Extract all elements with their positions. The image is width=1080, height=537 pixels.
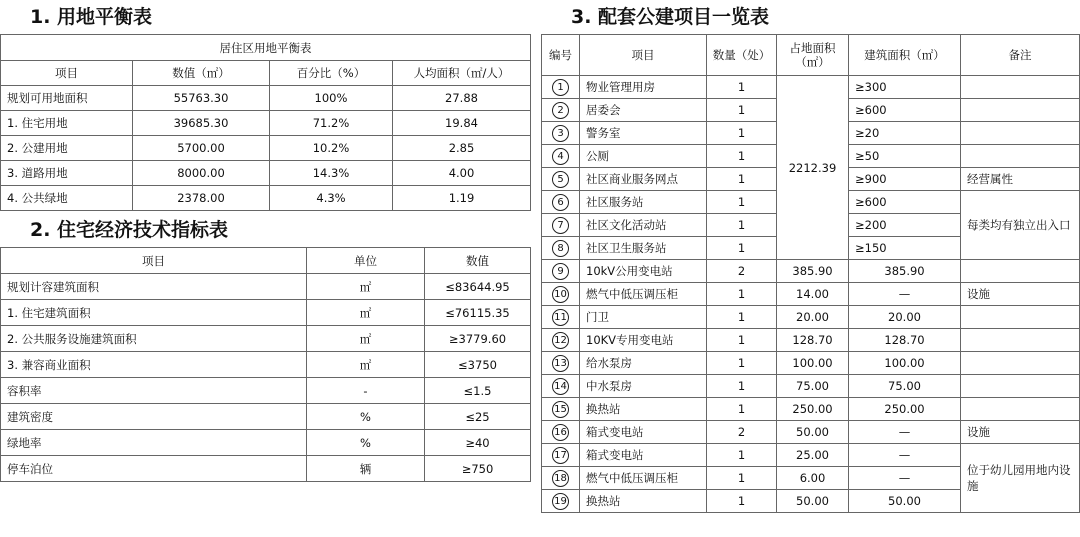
facility-quantity: 1 (707, 237, 777, 260)
table-cell: 3. 兼容商业面积 (1, 352, 307, 378)
table-row (1, 456, 531, 482)
remark-cell (961, 329, 1080, 352)
facility-name: 换热站 (580, 398, 707, 421)
table-cell: 3. 道路用地 (1, 161, 133, 186)
facility-quantity: 1 (707, 352, 777, 375)
facility-quantity: 1 (707, 398, 777, 421)
table-cell: 100% (270, 86, 393, 111)
facility-name: 箱式变电站 (580, 444, 707, 467)
table-cell: ㎡ (307, 326, 425, 352)
table-row (1, 404, 531, 430)
remark-cell (961, 145, 1080, 168)
facility-quantity: 1 (707, 283, 777, 306)
facility-land-area: 25.00 (777, 444, 849, 467)
facility-name: 燃气中低压调压柜 (580, 467, 707, 490)
table-cell: ≤3750 (425, 352, 531, 378)
column-header: 备注 (961, 35, 1080, 76)
table-cell: 14.3% (270, 161, 393, 186)
column-header: 项目 (580, 35, 707, 76)
facility-building-area: 128.70 (849, 329, 961, 352)
facility-quantity: 1 (707, 444, 777, 467)
facility-quantity: 1 (707, 490, 777, 513)
column-header: 占地面积（㎡） (777, 35, 849, 76)
facility-name: 公厕 (580, 145, 707, 168)
circled-number: 19 (552, 493, 569, 510)
table-cell: 2378.00 (133, 186, 270, 211)
row-number (542, 398, 580, 421)
remark-cell: 设施 (961, 283, 1080, 306)
remark-cell (961, 375, 1080, 398)
row-number (542, 444, 580, 467)
facility-name: 给水泵房 (580, 352, 707, 375)
table-cell: ≤25 (425, 404, 531, 430)
row-number (542, 421, 580, 444)
facility-building-area: 250.00 (849, 398, 961, 421)
facility-building-area: 100.00 (849, 352, 961, 375)
facility-name: 社区卫生服务站 (580, 237, 707, 260)
table-row (1, 378, 531, 404)
column-header: 百分比（%） (270, 61, 393, 86)
circled-number: 5 (552, 171, 569, 188)
facility-quantity: 1 (707, 168, 777, 191)
facility-quantity: 1 (707, 191, 777, 214)
economic-indicators-table (0, 247, 531, 482)
circled-number: 11 (552, 309, 569, 326)
economic-indicators-heading: 2. 住宅经济技术指标表 (30, 219, 229, 241)
table-cell: ㎡ (307, 300, 425, 326)
row-number (542, 306, 580, 329)
facility-name: 警务室 (580, 122, 707, 145)
row-number (542, 467, 580, 490)
row-number (542, 122, 580, 145)
table-row (1, 186, 531, 211)
table-cell: 辆 (307, 456, 425, 482)
table-cell: 55763.30 (133, 86, 270, 111)
table-cell: ≥750 (425, 456, 531, 482)
facility-land-area: 250.00 (777, 398, 849, 421)
table-row (1, 161, 531, 186)
row-number (542, 99, 580, 122)
table-row (542, 76, 1080, 99)
table-cell: 规划可用地面积 (1, 86, 133, 111)
row-number (542, 168, 580, 191)
facility-quantity: 1 (707, 122, 777, 145)
table-row (542, 306, 1080, 329)
circled-number: 9 (552, 263, 569, 280)
table-row (1, 274, 531, 300)
table-cell: 绿地率 (1, 430, 307, 456)
facility-name: 10kV公用变电站 (580, 260, 707, 283)
public-facilities-heading: 3. 配套公建项目一览表 (571, 6, 770, 28)
table-cell: % (307, 404, 425, 430)
facility-quantity: 1 (707, 467, 777, 490)
table-cell: 2. 公共服务设施建筑面积 (1, 326, 307, 352)
facility-quantity: 1 (707, 329, 777, 352)
column-header: 单位 (307, 248, 425, 274)
facility-name: 物业管理用房 (580, 76, 707, 99)
remark-cell (961, 398, 1080, 421)
facility-land-area: 128.70 (777, 329, 849, 352)
table-cell: 建筑密度 (1, 404, 307, 430)
facility-name: 社区服务站 (580, 191, 707, 214)
facility-building-area: — (849, 467, 961, 490)
row-number (542, 375, 580, 398)
table-row (1, 352, 531, 378)
remark-cell (961, 352, 1080, 375)
facility-name: 箱式变电站 (580, 421, 707, 444)
facility-building-area: ≥200 (849, 214, 961, 237)
economic-indicators-header-row (1, 248, 531, 274)
facility-building-area: ≥600 (849, 99, 961, 122)
circled-number: 12 (552, 332, 569, 349)
facility-quantity: 1 (707, 145, 777, 168)
facility-land-area: 6.00 (777, 467, 849, 490)
facility-land-area: 385.90 (777, 260, 849, 283)
facility-name: 换热站 (580, 490, 707, 513)
table-cell: 容积率 (1, 378, 307, 404)
right-panel (541, 0, 1080, 513)
column-header: 数量（处） (707, 35, 777, 76)
remark-cell (961, 122, 1080, 145)
facility-name: 居委会 (580, 99, 707, 122)
facility-building-area: 50.00 (849, 490, 961, 513)
column-header: 建筑面积（㎡） (849, 35, 961, 76)
table-cell: 1. 住宅用地 (1, 111, 133, 136)
facility-quantity: 1 (707, 99, 777, 122)
table-row (542, 421, 1080, 444)
table-cell: 27.88 (393, 86, 531, 111)
facility-building-area: — (849, 444, 961, 467)
table-cell: 4.00 (393, 161, 531, 186)
circled-number: 6 (552, 194, 569, 211)
table-cell: ≥40 (425, 430, 531, 456)
row-number (542, 76, 580, 99)
remark-cell: 每类均有独立出入口 (961, 191, 1080, 260)
column-header: 项目 (1, 248, 307, 274)
facility-building-area: ≥150 (849, 237, 961, 260)
row-number (542, 329, 580, 352)
table-cell: ≥3779.60 (425, 326, 531, 352)
column-header: 人均面积（㎡/人） (393, 61, 531, 86)
remark-cell (961, 306, 1080, 329)
circled-number: 4 (552, 148, 569, 165)
table-cell: 1. 住宅建筑面积 (1, 300, 307, 326)
row-number (542, 237, 580, 260)
remark-cell: 设施 (961, 421, 1080, 444)
table-cell: ≤76115.35 (425, 300, 531, 326)
table-row (542, 444, 1080, 467)
circled-number: 13 (552, 355, 569, 372)
table-row (1, 300, 531, 326)
circled-number: 10 (552, 286, 569, 303)
facility-building-area: 75.00 (849, 375, 961, 398)
facility-quantity: 1 (707, 375, 777, 398)
circled-number: 7 (552, 217, 569, 234)
row-number (542, 352, 580, 375)
facility-building-area: ≥300 (849, 76, 961, 99)
facility-building-area: 385.90 (849, 260, 961, 283)
facility-land-area: 50.00 (777, 421, 849, 444)
column-header: 项目 (1, 61, 133, 86)
facility-land-area: 75.00 (777, 375, 849, 398)
table-cell: 71.2% (270, 111, 393, 136)
circled-number: 14 (552, 378, 569, 395)
public-facilities-table (541, 34, 1080, 513)
table-cell: 4. 公共绿地 (1, 186, 133, 211)
left-panel (0, 0, 531, 482)
table-cell: ㎡ (307, 274, 425, 300)
table-row (1, 86, 531, 111)
remark-cell: 位于幼儿园用地内设施 (961, 444, 1080, 513)
row-number (542, 191, 580, 214)
row-number (542, 214, 580, 237)
circled-number: 18 (552, 470, 569, 487)
table-cell: 5700.00 (133, 136, 270, 161)
column-header: 数值（㎡） (133, 61, 270, 86)
remark-cell (961, 99, 1080, 122)
table-cell: 规划计容建筑面积 (1, 274, 307, 300)
facility-quantity: 2 (707, 260, 777, 283)
row-number (542, 260, 580, 283)
circled-number: 16 (552, 424, 569, 441)
table-cell: 8000.00 (133, 161, 270, 186)
table-row (542, 352, 1080, 375)
facility-name: 10KV专用变电站 (580, 329, 707, 352)
table-cell: 10.2% (270, 136, 393, 161)
column-header: 数值 (425, 248, 531, 274)
facility-quantity: 1 (707, 76, 777, 99)
facility-land-area: 20.00 (777, 306, 849, 329)
circled-number: 1 (552, 79, 569, 96)
land-balance-table (0, 34, 531, 211)
table-row (542, 398, 1080, 421)
facility-quantity: 1 (707, 214, 777, 237)
land-balance-header-row (1, 61, 531, 86)
facility-land-area: 14.00 (777, 283, 849, 306)
table-row (542, 283, 1080, 306)
facility-building-area: — (849, 421, 961, 444)
facility-name: 社区商业服务网点 (580, 168, 707, 191)
facility-quantity: 1 (707, 306, 777, 329)
facility-building-area: ≥600 (849, 191, 961, 214)
column-header: 编号 (542, 35, 580, 76)
table-cell: % (307, 430, 425, 456)
table-row (542, 329, 1080, 352)
table-cell: 4.3% (270, 186, 393, 211)
table-row (1, 111, 531, 136)
public-facilities-header-row (542, 35, 1080, 76)
facility-name: 门卫 (580, 306, 707, 329)
row-number (542, 490, 580, 513)
facility-building-area: — (849, 283, 961, 306)
circled-number: 3 (552, 125, 569, 142)
table-cell: 39685.30 (133, 111, 270, 136)
table-row (1, 326, 531, 352)
facility-building-area: ≥900 (849, 168, 961, 191)
table-row (542, 375, 1080, 398)
facility-name: 中水泵房 (580, 375, 707, 398)
table-cell: 停车泊位 (1, 456, 307, 482)
land-balance-caption: 居住区用地平衡表 (1, 35, 531, 61)
remark-cell (961, 260, 1080, 283)
table-row (1, 136, 531, 161)
facility-land-area: 50.00 (777, 490, 849, 513)
table-cell: 19.84 (393, 111, 531, 136)
remark-cell (961, 76, 1080, 99)
circled-number: 17 (552, 447, 569, 464)
facility-land-area: 100.00 (777, 352, 849, 375)
table-cell: ㎡ (307, 352, 425, 378)
circled-number: 2 (552, 102, 569, 119)
circled-number: 8 (552, 240, 569, 257)
facility-quantity: 2 (707, 421, 777, 444)
table-cell: 2. 公建用地 (1, 136, 133, 161)
table-cell: 1.19 (393, 186, 531, 211)
facility-building-area: ≥20 (849, 122, 961, 145)
table-cell: - (307, 378, 425, 404)
row-number (542, 145, 580, 168)
table-cell: ≤83644.95 (425, 274, 531, 300)
facility-building-area: 20.00 (849, 306, 961, 329)
table-row (1, 430, 531, 456)
facility-name: 社区文化活动站 (580, 214, 707, 237)
table-cell: ≤1.5 (425, 378, 531, 404)
row-number (542, 283, 580, 306)
facility-building-area: ≥50 (849, 145, 961, 168)
remark-cell: 经营属性 (961, 168, 1080, 191)
land-balance-heading: 1. 用地平衡表 (30, 6, 153, 28)
table-cell: 2.85 (393, 136, 531, 161)
circled-number: 15 (552, 401, 569, 418)
facility-name: 燃气中低压调压柜 (580, 283, 707, 306)
table-row (542, 260, 1080, 283)
merged-land-area: 2212.39 (777, 76, 849, 260)
